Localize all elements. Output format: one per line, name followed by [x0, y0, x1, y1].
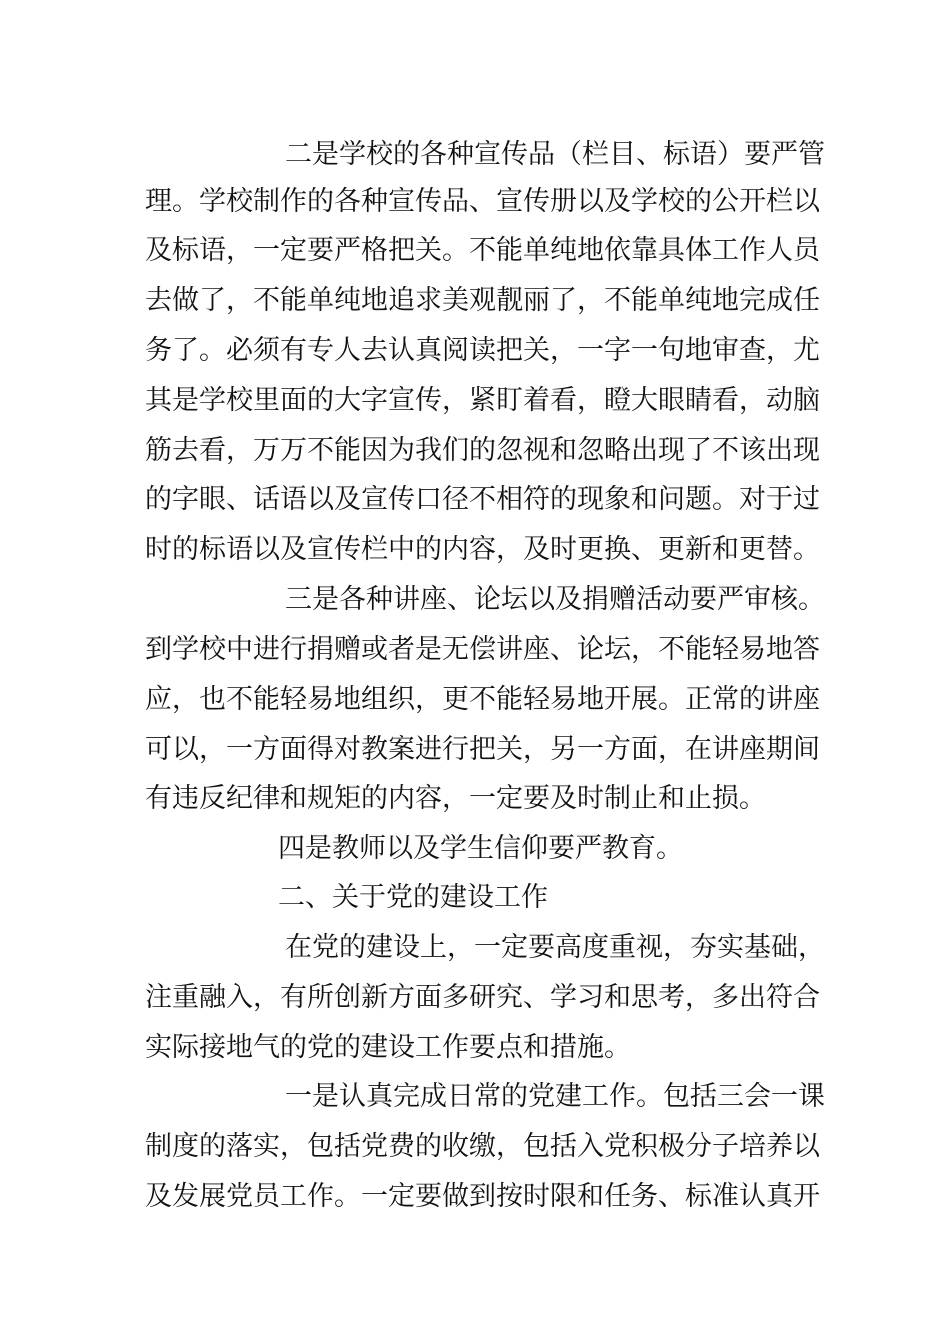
- paragraph-line-5: 务了。必须有专人去认真阅读把关，一字一句地审查，尤: [145, 335, 820, 366]
- paragraph-line-18: 注重融入，有所创新方面多研究、学习和思考，多出符合: [145, 982, 820, 1013]
- paragraph-line-13: 可以，一方面得对教案进行把关，另一方面，在讲座期间: [145, 734, 820, 765]
- paragraph-line-3: 及标语，一定要严格把关。不能单纯地依靠具体工作人员: [145, 235, 820, 266]
- paragraph-line-7: 筋去看，万万不能因为我们的忽视和忽略出现了不该出现: [145, 435, 820, 466]
- paragraph-line-12: 应，也不能轻易地组织，更不能轻易地开展。正常的讲座: [145, 684, 820, 715]
- paragraph-line-17: 在党的建设上，一定要高度重视，夯实基础，: [285, 932, 825, 963]
- paragraph-line-1: 二是学校的各种宣传品（栏目、标语）要严管: [285, 139, 825, 170]
- paragraph-line-6: 其是学校里面的大字宣传，紧盯着看，瞪大眼睛看，动脑: [145, 385, 820, 416]
- paragraph-line-20: 一是认真完成日常的党建工作。包括三会一课: [285, 1081, 825, 1112]
- paragraph-line-15: 四是教师以及学生信仰要严教育。: [278, 833, 683, 864]
- paragraph-line-8: 的字眼、话语以及宣传口径不相符的现象和问题。对于过: [145, 484, 820, 515]
- paragraph-line-22: 及发展党员工作。一定要做到按时限和任务、标准认真开: [145, 1181, 820, 1212]
- section-heading: 二、关于党的建设工作: [278, 882, 548, 913]
- paragraph-line-9: 时的标语以及宣传栏中的内容，及时更换、更新和更替。: [145, 534, 820, 565]
- paragraph-line-10: 三是各种讲座、论坛以及捐赠活动要严审核。: [285, 584, 825, 615]
- paragraph-line-2: 理。学校制作的各种宣传品、宣传册以及学校的公开栏以: [145, 186, 820, 217]
- paragraph-line-19: 实际接地气的党的建设工作要点和措施。: [145, 1032, 631, 1063]
- paragraph-line-14: 有违反纪律和规矩的内容，一定要及时制止和止损。: [145, 783, 766, 814]
- paragraph-line-4: 去做了，不能单纯地追求美观靓丽了，不能单纯地完成任: [145, 285, 820, 316]
- paragraph-line-21: 制度的落实，包括党费的收缴，包括入党积极分子培养以: [145, 1131, 820, 1162]
- paragraph-line-11: 到学校中进行捐赠或者是无偿讲座、论坛，不能轻易地答: [145, 634, 820, 665]
